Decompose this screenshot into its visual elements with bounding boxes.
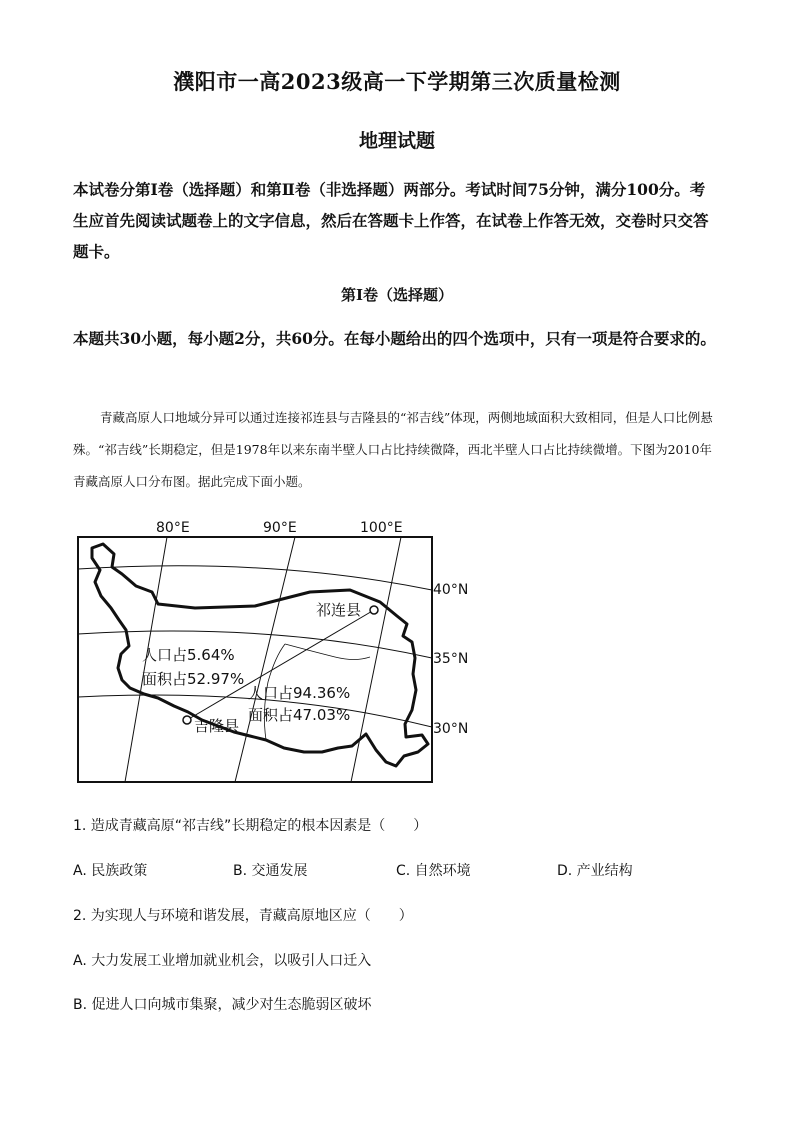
paper-title: 濮阳市一高2023级高一下学期第三次质量检测: [173, 69, 621, 94]
section-instruction: 本题共30小题，每小题2分，共60分。在每小题给出的四个选项中，只有一项是符合要求的。: [73, 329, 716, 348]
qilian-marker: [370, 606, 378, 614]
lat-label-30n: 30°N: [433, 721, 469, 737]
internal-boundary-2: [285, 644, 370, 660]
nw-area-label: 面积占52.97%: [142, 670, 245, 688]
city-jilong-label: 吉隆县: [194, 717, 240, 735]
jilong-marker: [183, 716, 191, 724]
question-2-stem: 2. 为实现人与环境和谐发展，青藏高原地区应（ ）: [73, 908, 413, 924]
se-population-label: 人口占94.36%: [248, 684, 351, 702]
population-distribution-map: [70, 512, 490, 787]
question-1-option-a: A. 民族政策: [73, 863, 148, 879]
se-area-label: 面积占47.03%: [248, 706, 351, 724]
reading-material: 青藏高原人口地域分异可以通过连接祁连县与吉隆县的“祁吉线”体现，两侧地域面积大致相同，但是人口比例悬殊。“祁吉线”长期稳定，但是1978年以来东南半壁人口占比持续微降，西北半壁人口占比持续微增。下图为2010年青藏高原人口分布图。据此完成下面小题。: [73, 410, 713, 489]
lon-label-80e: 80°E: [156, 520, 190, 536]
section-title: 第Ⅰ卷（选择题）: [340, 286, 454, 304]
city-qilian-label: 祁连县: [316, 601, 362, 619]
lon-label-100e: 100°E: [360, 520, 403, 536]
meridian-90e: [235, 537, 295, 782]
qiji-line: [187, 610, 374, 720]
question-2-option-a: A. 大力发展工业增加就业机会，以吸引人口迁入: [73, 953, 372, 969]
exam-instructions: 本试卷分第Ⅰ卷（选择题）和第Ⅱ卷（非选择题）两部分。考试时间75分钟，满分100分。考生应首先阅读试题卷上的文字信息，然后在答题卡上作答，在试卷上作答无效，交卷时只交答题卡。: [73, 180, 709, 261]
lat-label-40n: 40°N: [433, 582, 469, 598]
nw-population-label: 人口占5.64%: [142, 646, 235, 664]
paper-subtitle: 地理试题: [358, 130, 435, 152]
question-1-option-b: B. 交通发展: [233, 863, 308, 879]
question-1-option-d: D. 产业结构: [557, 863, 633, 879]
lat-label-35n: 35°N: [433, 651, 469, 667]
question-2-option-b: B. 促进人口向城市集聚，减少对生态脆弱区破坏: [73, 997, 372, 1013]
question-1-option-c: C. 自然环境: [396, 863, 471, 879]
question-1-stem: 1. 造成青藏高原“祁吉线”长期稳定的根本因素是（ ）: [73, 818, 428, 834]
parallel-40n: [78, 566, 432, 590]
lon-label-90e: 90°E: [263, 520, 297, 536]
